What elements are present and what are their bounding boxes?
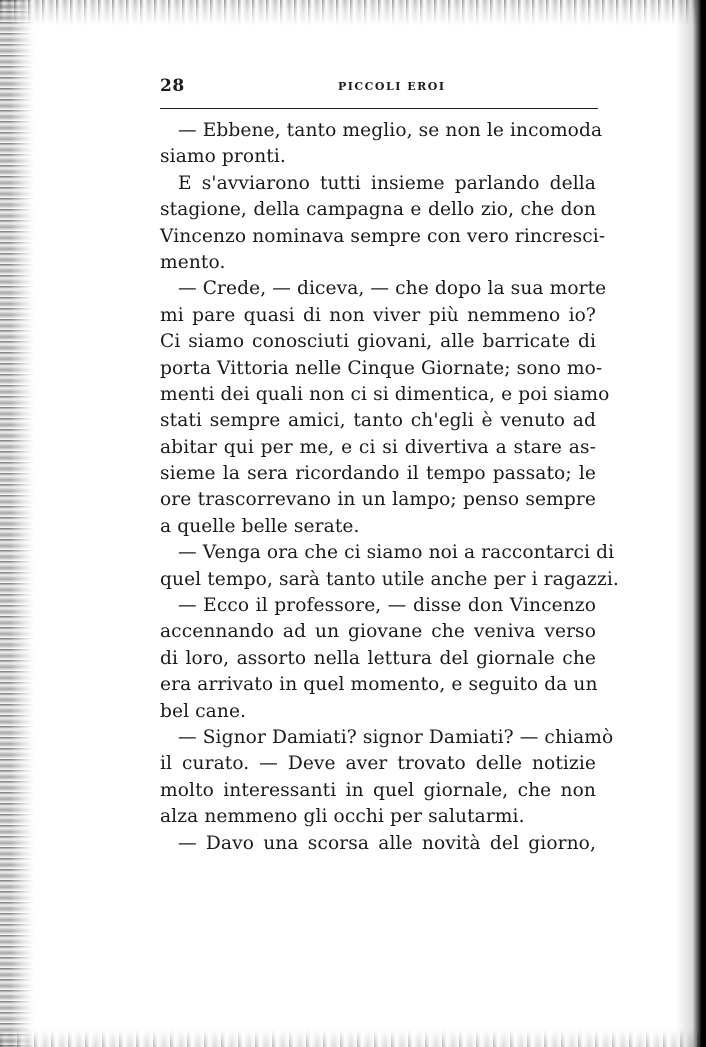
text-line: stagione, della campagna e dello zio, che don [160, 199, 596, 221]
text-line: menti dei quali non ci si dimentica, e poi siamo [160, 383, 610, 405]
text-line: alza nemmeno gli occhi per salutarmi. [160, 806, 525, 828]
scan-edge-bottom [0, 1029, 706, 1047]
text-line: — Crede, — diceva, — che dopo la sua morte [178, 278, 607, 300]
text-line: siamo pronti. [160, 146, 286, 168]
text-line: sieme la sera ricordando il tempo passato; le [160, 463, 596, 485]
header-rule [160, 108, 598, 109]
text-line: — Venga ora che ci siamo noi a raccontarci di [178, 542, 615, 564]
text-line: Ci siamo conosciuti giovani, alle barricate di [160, 331, 596, 353]
text-line: era arrivato in quel momento, e seguito da un [160, 674, 598, 696]
body-text [160, 118, 619, 857]
text-line: — Davo una scorsa alle novità del giorno, [178, 832, 596, 854]
running-title: PICCOLI EROI [338, 80, 446, 93]
paragraph [160, 593, 596, 725]
text-line: porta Vittoria nelle Cinque Giornate; sono mo- [160, 357, 603, 379]
text-line: quel tempo, sarà tanto utile anche per i ragazzi. [160, 568, 619, 590]
text-line: di loro, assorto nella lettura del giornale che [160, 647, 596, 669]
text-line: Vincenzo nominava sempre con vero rincresci- [160, 225, 606, 247]
paragraph [160, 171, 606, 277]
paragraph [160, 540, 619, 593]
paragraph [160, 118, 603, 171]
page-number: 28 [160, 76, 185, 96]
scan-edge-left [0, 0, 34, 1047]
paragraph [160, 831, 596, 857]
text-line: — Signor Damiati? signor Damiati? — chiamò [178, 726, 614, 748]
text-line: a quelle belle serate. [160, 515, 360, 537]
text-line: — Ebbene, tanto meglio, se non le incomoda [178, 120, 603, 141]
text-line: abitar qui per me, e ci si divertiva a stare as- [160, 436, 596, 458]
text-line: — Ecco il professore, — disse don Vincenzo [178, 595, 596, 617]
text-line: E s'avviarono tutti insieme parlando della [178, 172, 596, 194]
paragraph [160, 725, 614, 831]
scan-edge-top [0, 0, 706, 26]
text-line: molto interessanti in quel giornale, che non [160, 779, 596, 801]
paragraph [160, 276, 610, 540]
text-line: accennando ad un giovane che veniva verso [160, 621, 596, 643]
text-line: ore trascorrevano in un lampo; penso sempre [160, 489, 596, 511]
running-head [160, 76, 598, 102]
text-line: il curato. — Deve aver trovato delle notizie [160, 753, 596, 775]
text-line: mento. [160, 251, 226, 273]
text-line: mi pare quasi di non viver più nemmeno io? [160, 304, 596, 326]
text-line: stati sempre amici, tanto ch'egli è venuto ad [160, 410, 596, 432]
text-line: bel cane. [160, 700, 247, 722]
scan-edge-right [676, 0, 706, 1047]
